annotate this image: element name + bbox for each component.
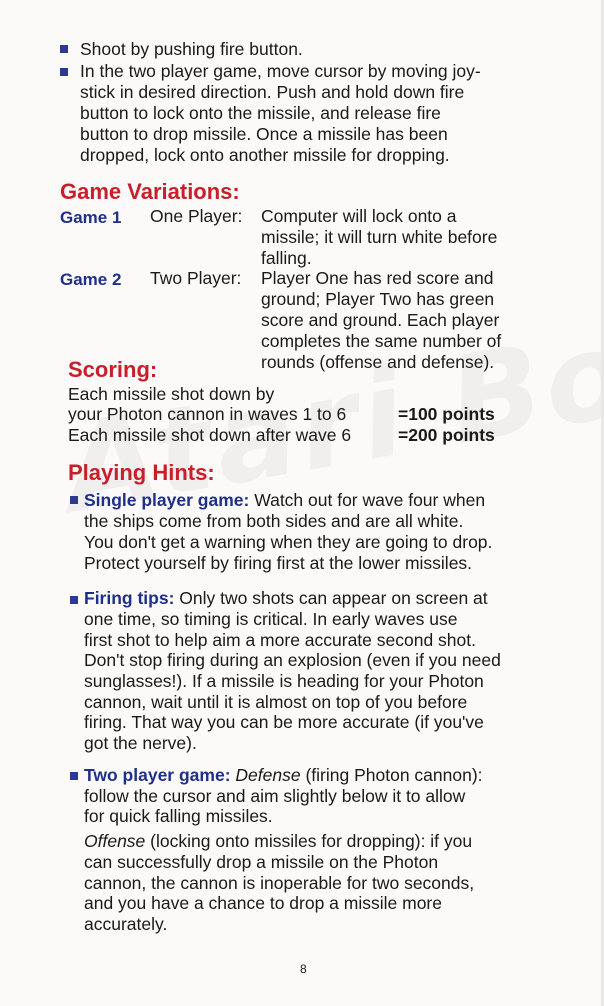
intro-bullet-1: Shoot by pushing fire button. — [80, 39, 303, 59]
intro-bullet-2-line-2: stick in desired direction. Push and hold down fire — [80, 82, 465, 102]
hint-two-offense-line-3: cannon, the cannon is inoperable for two seconds, — [84, 873, 475, 893]
hint-single — [84, 490, 485, 511]
bullet-icon — [70, 772, 78, 780]
hint-two-defense: Defense — [235, 765, 301, 785]
intro-bullet-2-line-3: button to lock onto the missile, and release fire — [80, 103, 441, 123]
hint-two-line-2: follow the cursor and aim slightly below it to allow — [84, 786, 466, 806]
game-1-line-2: missile; it will turn white before — [261, 227, 498, 247]
scoring-line-1: Each missile shot down by — [68, 384, 275, 404]
hint-firing-first-line: Only two shots can appear on screen at — [179, 588, 488, 608]
hint-firing-line-5: sunglasses!). If a missile is heading for your Photon — [84, 671, 484, 691]
bullet-icon — [60, 45, 68, 53]
scoring-line-3: Each missile shot down after wave 6 — [68, 425, 352, 445]
bullet-icon — [70, 596, 78, 604]
scoring-value-2: =200 points — [398, 425, 495, 445]
game-2-mode: Two Player: — [150, 268, 242, 288]
game-variations-heading: Game Variations: — [60, 179, 240, 204]
hint-two-offense — [84, 831, 472, 852]
intro-bullet-2-line-1: In the two player game, move cursor by moving joy- — [80, 61, 481, 81]
bullet-icon — [70, 496, 78, 504]
scoring-value-1: =100 points — [398, 404, 495, 424]
hint-two-offense-line-2: can successfully drop a missile on the Photon — [84, 852, 439, 872]
hint-firing-line-7: firing. That way you can be more accurate (if you've — [84, 712, 484, 732]
hint-single-label: Single player game: — [84, 490, 250, 510]
hint-two — [84, 765, 483, 786]
game-1-label: Game 1 — [60, 208, 122, 227]
hint-two-offense-label: Offense — [84, 831, 146, 851]
hint-firing-line-3: first shot to help aim a more accurate second shot. — [84, 630, 476, 650]
game-2-line-5: rounds (offense and defense). — [261, 352, 495, 372]
game-2-line-2: ground; Player Two has green — [261, 289, 495, 309]
intro-bullet-2-line-4: button to drop missile. Once a missile has been — [80, 124, 448, 144]
game-1-mode: One Player: — [150, 206, 243, 226]
game-2-line-4: completes the same number of — [261, 331, 502, 351]
hint-single-line-2: the ships come from both sides and are all white. — [84, 511, 464, 531]
hint-two-label: Two player game: — [84, 765, 231, 785]
hint-firing-label: Firing tips: — [84, 588, 175, 608]
game-2-line-1: Player One has red score and — [261, 268, 494, 288]
hint-firing — [84, 588, 488, 609]
hint-firing-line-4: Don't stop firing during an explosion (even if you need — [84, 650, 501, 670]
game-1-line-1: Computer will lock onto a — [261, 206, 457, 226]
game-2-line-3: score and ground. Each player — [261, 310, 500, 330]
hint-firing-line-8: got the nerve). — [84, 733, 197, 753]
hint-two-line-3: for quick falling missiles. — [84, 806, 273, 826]
hint-single-line-4: Protect yourself by firing first at the lower missiles. — [84, 553, 473, 573]
scoring-heading: Scoring: — [68, 357, 158, 382]
intro-bullet-2-line-5: dropped, lock onto another missile for dropping. — [80, 145, 450, 165]
hint-two-offense-line-5: accurately. — [84, 914, 168, 934]
page-number: 8 — [300, 962, 307, 976]
hint-two-offense-line-4: and you have a chance to drop a missile more — [84, 893, 442, 913]
hint-two-defense-rest: (firing Photon cannon): — [305, 765, 483, 785]
game-1-line-3: falling. — [261, 248, 312, 268]
hint-single-line-3: You don't get a warning when they are going to drop. — [84, 532, 493, 552]
hint-firing-line-6: cannon, wait until it is almost on top of you before — [84, 692, 468, 712]
playing-hints-heading: Playing Hints: — [68, 460, 215, 485]
bullet-icon — [60, 68, 68, 76]
scoring-line-2: your Photon cannon in waves 1 to 6 — [68, 404, 347, 424]
game-2-label: Game 2 — [60, 270, 122, 289]
hint-single-first-line: Watch out for wave four when — [254, 490, 486, 510]
hint-firing-line-2: one time, so timing is critical. In early waves use — [84, 609, 458, 629]
hint-two-offense-rest: (locking onto missiles for dropping): if you — [150, 831, 473, 851]
